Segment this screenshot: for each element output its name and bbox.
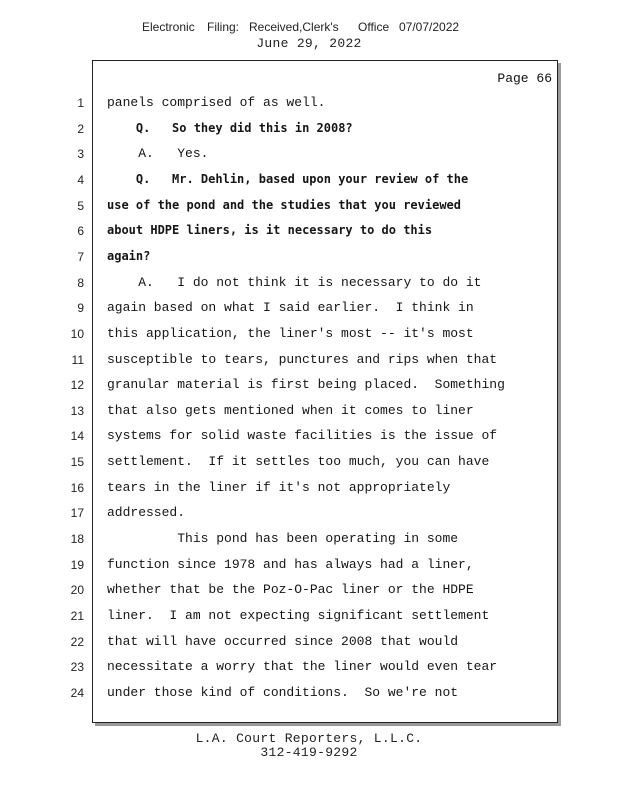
line-number: 22 (70, 635, 84, 649)
transcript-line: use of the pond and the studies that you reviewed (107, 198, 462, 212)
line-number: 18 (70, 532, 84, 546)
line-number: 2 (77, 122, 84, 136)
transcript-line: This pond has been operating in some (107, 531, 459, 546)
line-number: 7 (77, 250, 84, 264)
transcript-line: Q. Mr. Dehlin, based upon your review of the (107, 172, 469, 186)
transcript-line: liner. I am not expecting significant settlement (107, 608, 490, 623)
line-number: 6 (77, 224, 84, 238)
transcript-line: again based on what I said earlier. I think in (107, 300, 474, 315)
transcript-line: again? (107, 249, 151, 263)
transcript-line: function since 1978 and has always had a liner, (107, 557, 474, 572)
line-number: 21 (70, 609, 84, 623)
line-number: 20 (70, 583, 84, 597)
line-number: 14 (70, 429, 84, 443)
footer-phone: 312-419-9292 (260, 745, 358, 760)
transcript-line: under those kind of conditions. So we're not (107, 685, 459, 700)
line-number: 8 (77, 276, 84, 290)
line-number: 12 (70, 378, 84, 392)
transcript-line: whether that be the Poz-O-Pac liner or the HDPE (107, 582, 474, 597)
line-number: 5 (77, 199, 84, 213)
transcript-line: A. I do not think it is necessary to do it (107, 275, 482, 290)
line-number: 1 (77, 96, 84, 110)
line-number: 11 (71, 353, 84, 367)
line-number: 4 (77, 173, 84, 187)
line-number: 19 (70, 558, 84, 572)
transcript-line: systems for solid waste facilities is the issue of (107, 428, 498, 443)
transcript-line: tears in the liner if it's not appropriately (107, 480, 451, 495)
transcript-line: panels comprised of as well. (107, 95, 326, 110)
line-number: 16 (70, 481, 84, 495)
stamp-electronic: Electronic (142, 20, 195, 34)
page-number: Page 66 (497, 71, 552, 86)
line-number: 9 (77, 301, 84, 315)
transcript-line: granular material is first being placed. Something (107, 377, 505, 392)
line-number: 24 (70, 686, 84, 700)
line-number: 23 (70, 660, 84, 674)
line-number: 15 (70, 455, 84, 469)
transcript-line: susceptible to tears, punctures and rips when that (107, 352, 498, 367)
transcript-line: A. Yes. (107, 146, 209, 161)
transcript-line: this application, the liner's most -- it's most (107, 326, 474, 341)
stamp-date: 07/07/2022 (399, 20, 460, 34)
line-number: 3 (77, 147, 84, 161)
transcript-line: that also gets mentioned when it comes to liner (107, 403, 474, 418)
transcript-line: settlement. If it settles too much, you can have (107, 454, 490, 469)
transcript-line: about HDPE liners, is it necessary to do this (107, 223, 433, 237)
footer-company: L.A. Court Reporters, L.L.C. (195, 731, 423, 746)
footer (0, 732, 618, 760)
line-number: 17 (70, 506, 84, 520)
transcript-line: necessitate a worry that the liner would even tear (107, 659, 498, 674)
line-number: 10 (70, 327, 84, 341)
transcript-line: addressed. (107, 505, 186, 520)
stamp-filing: Filing: (207, 20, 240, 34)
transcript-line: Q. So they did this in 2008? (107, 121, 353, 135)
transcript-date: June 29, 2022 (256, 36, 362, 51)
stamp-office: Office (358, 20, 390, 34)
line-number: 13 (70, 404, 84, 418)
stamp-received: Received,Clerk's (249, 20, 339, 34)
transcript-line: that will have occurred since 2008 that would (107, 634, 459, 649)
